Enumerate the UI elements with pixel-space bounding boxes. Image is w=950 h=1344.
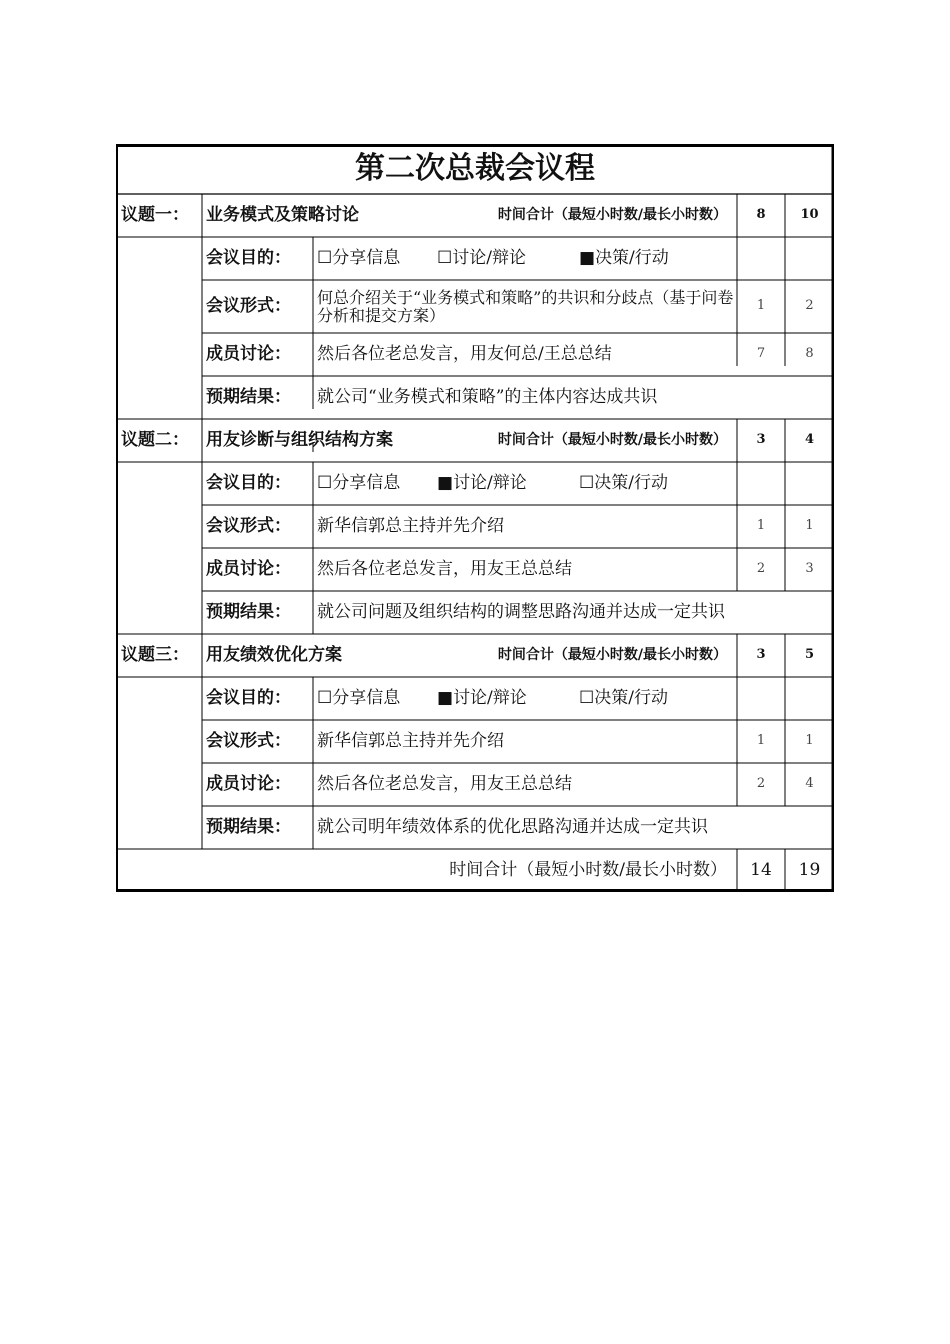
topic-time-label: 时间合计（最短小时数/最长小时数）: [497, 432, 727, 449]
topic-name: 业务模式及策略讨论: [206, 204, 359, 225]
discussion-label: 成员讨论：: [206, 343, 291, 364]
discussion-max-hours: 8: [805, 346, 814, 362]
discussion-label: 成员讨论：: [206, 773, 291, 794]
option-label: 决策/行动: [595, 247, 669, 268]
total-min-hours: 14: [750, 859, 772, 880]
topic-number: 议题三：: [121, 644, 189, 665]
format-max-hours: 2: [805, 298, 814, 314]
topic-min-hours: 3: [756, 647, 766, 663]
unchecked-box-icon: ☐: [437, 247, 453, 268]
discussion-min-hours: 7: [756, 346, 766, 362]
discussion-text: 然后各位老总发言，用友王总总结: [317, 558, 572, 579]
option-label: 决策/行动: [594, 472, 668, 493]
topic-name: 用友诊断与组织结构方案: [206, 429, 393, 450]
option-label: 分享信息: [332, 472, 401, 493]
option-label: 讨论/辩论: [453, 472, 527, 493]
unchecked-box-icon: ☐: [579, 687, 595, 708]
option-label: 分享信息: [332, 247, 401, 268]
format-label: 会议形式：: [206, 730, 291, 751]
purpose-label: 会议目的：: [206, 687, 291, 708]
topic-name: 用友绩效优化方案: [206, 644, 342, 665]
topic-max-hours: 5: [804, 647, 815, 663]
topic-number: 议题一：: [121, 204, 189, 225]
purpose-options: [313, 237, 737, 280]
format-min-hours: 1: [756, 733, 766, 749]
topic-min-hours: 8: [756, 207, 766, 223]
option-decide: [579, 237, 669, 280]
unchecked-box-icon: ☐: [579, 472, 595, 493]
topic-max-hours: 10: [800, 207, 819, 223]
option-label: 分享信息: [332, 687, 401, 708]
purpose-options: [313, 462, 737, 505]
option-share: [317, 237, 400, 280]
checked-box-icon: ■: [579, 247, 596, 268]
discussion-label: 成员讨论：: [206, 558, 291, 579]
result-label: 预期结果：: [206, 601, 291, 622]
option-discuss: [437, 237, 526, 280]
purpose-label: 会议目的：: [206, 472, 291, 493]
format-text: 新华信郭总主持并先介绍: [317, 730, 504, 751]
result-label: 预期结果：: [206, 816, 291, 837]
option-decide: [579, 462, 668, 505]
total-max-hours: 19: [798, 859, 821, 880]
discussion-text: 然后各位老总发言，用友何总/王总总结: [317, 343, 612, 364]
discussion-text: 然后各位老总发言，用友王总总结: [317, 773, 572, 794]
option-label: 讨论/辩论: [452, 247, 526, 268]
unchecked-box-icon: ☐: [317, 687, 333, 708]
purpose-options: [313, 677, 737, 720]
format-text: 新华信郭总主持并先介绍: [317, 515, 504, 536]
format-min-hours: 1: [756, 518, 766, 534]
page-title: 第二次总裁会议程: [355, 150, 595, 186]
agenda-table: [116, 144, 834, 892]
unchecked-box-icon: ☐: [317, 472, 333, 493]
topic-max-hours: 4: [804, 432, 815, 448]
option-discuss: [437, 677, 527, 720]
result-label: 预期结果：: [206, 386, 291, 407]
format-min-hours: 1: [756, 298, 766, 314]
format-max-hours: 1: [805, 733, 814, 749]
format-label: 会议形式：: [206, 515, 291, 536]
discussion-max-hours: 4: [805, 776, 814, 792]
result-text: 就公司“业务模式和策略”的主体内容达成共识: [317, 386, 658, 407]
checked-box-icon: ■: [437, 472, 454, 493]
topic-min-hours: 3: [756, 432, 766, 448]
unchecked-box-icon: ☐: [317, 247, 333, 268]
total-time-label: 时间合计（最短小时数/最长小时数）: [449, 859, 727, 880]
format-text: 何总介绍关于“业务模式和策略”的共识和分歧点（基于问卷分析和提交方案）: [317, 287, 734, 325]
option-label: 讨论/辩论: [453, 687, 527, 708]
format-max-hours: 1: [805, 518, 814, 534]
discussion-min-hours: 2: [756, 561, 766, 577]
option-decide: [579, 677, 668, 720]
discussion-min-hours: 2: [756, 776, 766, 792]
topic-time-label: 时间合计（最短小时数/最长小时数）: [497, 207, 727, 224]
checked-box-icon: ■: [437, 687, 454, 708]
topic-number: 议题二：: [121, 429, 189, 450]
result-text: 就公司问题及组织结构的调整思路沟通并达成一定共识: [317, 601, 725, 622]
purpose-label: 会议目的：: [206, 247, 291, 268]
result-text: 就公司明年绩效体系的优化思路沟通并达成一定共识: [317, 816, 708, 837]
format-label: 会议形式：: [206, 295, 291, 316]
topic-time-label: 时间合计（最短小时数/最长小时数）: [497, 647, 727, 664]
option-share: [317, 677, 400, 720]
option-share: [317, 462, 400, 505]
discussion-max-hours: 3: [805, 561, 814, 577]
option-label: 决策/行动: [594, 687, 668, 708]
option-discuss: [437, 462, 527, 505]
